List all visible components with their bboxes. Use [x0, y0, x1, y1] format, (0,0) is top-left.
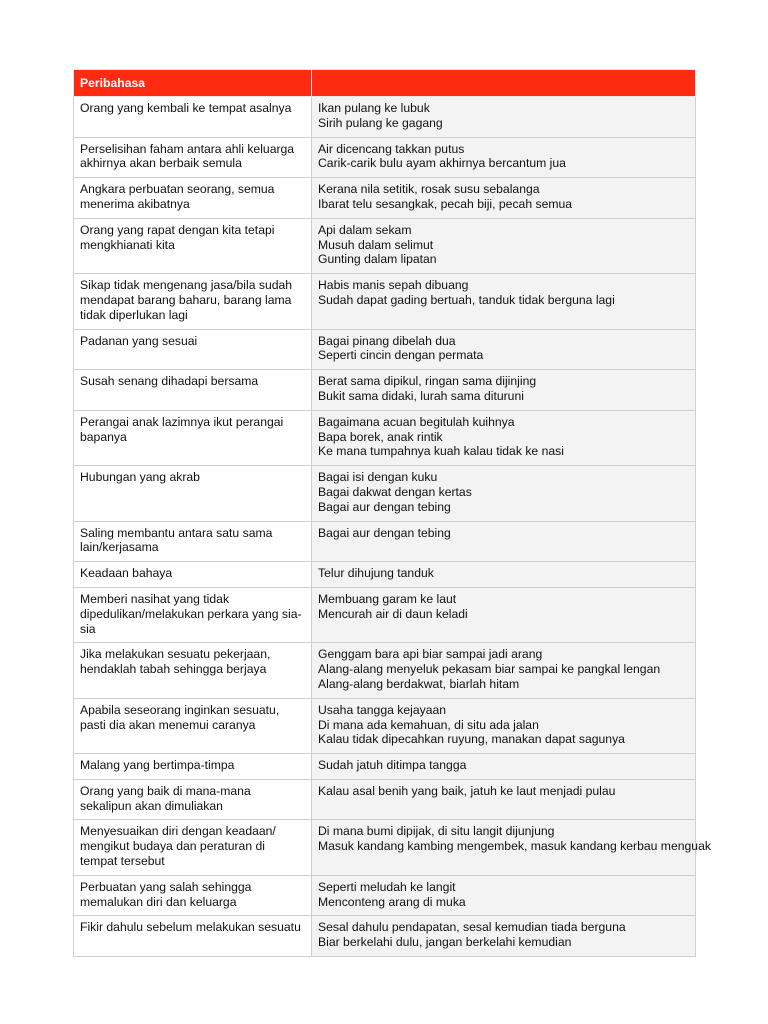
table-row	[74, 820, 696, 875]
meaning-cell: Fikir dahulu sebelum melakukan sesuatu	[74, 916, 312, 957]
peribahasa-cell	[312, 329, 696, 370]
peribahasa-cell	[312, 779, 696, 820]
table-row	[74, 178, 696, 219]
peribahasa-line: Membuang garam ke laut	[318, 591, 457, 606]
peribahasa-line: Usaha tangga kejayaan	[318, 702, 447, 717]
peribahasa-cell	[312, 410, 696, 465]
peribahasa-cell	[312, 466, 696, 521]
peribahasa-line: Habis manis sepah dibuang	[318, 278, 469, 293]
table-row	[74, 779, 696, 820]
meaning-cell: Angkara perbuatan seorang, semua menerima akibatnya	[74, 178, 312, 219]
peribahasa-line: Seperti cincin dengan permata	[318, 348, 484, 363]
meaning-cell: Sikap tidak mengenang jasa/bila sudah mendapat barang baharu, barang lama tidak diperlukan lagi	[74, 274, 312, 329]
peribahasa-cell	[312, 820, 711, 875]
peribahasa-cell	[312, 97, 696, 138]
peribahasa-line: Sirih pulang ke gagang	[318, 115, 443, 130]
peribahasa-line: Musuh dalam selimut	[318, 237, 434, 252]
table-row	[74, 137, 696, 178]
peribahasa-line: Menconteng arang di muka	[318, 894, 466, 909]
peribahasa-line: Bagaimana acuan begitulah kuihnya	[318, 414, 515, 429]
table-body	[74, 97, 711, 957]
peribahasa-line: Sesal dahulu pendapatan, sesal kemudian tiada berguna	[318, 920, 626, 935]
peribahasa-line: Seperti meludah ke langit	[318, 879, 456, 894]
peribahasa-line: Masuk kandang kambing mengembek, masuk kandang kerbau menguak	[318, 839, 711, 854]
meaning-cell: Apabila seseorang inginkan sesuatu, pasti dia akan menemui caranya	[74, 698, 312, 753]
meaning-cell: Perangai anak lazimnya ikut perangai bapanya	[74, 410, 312, 465]
meaning-cell: Perselisihan faham antara ahli keluarga akhirnya akan berbaik semula	[74, 137, 312, 178]
peribahasa-line: Ikan pulang ke lubuk	[318, 101, 430, 115]
peribahasa-cell	[312, 178, 696, 219]
table-row	[74, 587, 696, 642]
peribahasa-line: Kalau tidak dipecahkan ruyung, manakan dapat sagunya	[318, 732, 625, 747]
table-row	[74, 370, 696, 411]
meaning-cell: Menyesuaikan diri dengan keadaan/ mengikut budaya dan peraturan di tempat tersebut	[74, 820, 312, 875]
peribahasa-cell	[312, 754, 696, 780]
peribahasa-line: Carik-carik bulu ayam akhirnya bercantum jua	[318, 156, 566, 171]
peribahasa-cell	[312, 370, 696, 411]
peribahasa-line: Alang-alang menyeluk pekasam biar sampai ke pangkal lengan	[318, 662, 661, 677]
peribahasa-line: Ibarat telu sesangkak, pecah biji, pecah semua	[318, 196, 573, 211]
peribahasa-cell	[312, 274, 696, 329]
peribahasa-line: Genggam bara api biar sampai jadi arang	[318, 647, 543, 662]
table-row	[74, 698, 696, 753]
table-row	[74, 875, 696, 916]
table-row	[74, 97, 696, 138]
peribahasa-line: Air dicencang takkan putus	[318, 141, 465, 156]
table-row	[74, 754, 696, 780]
table-row	[74, 218, 696, 273]
peribahasa-line: Alang-alang berdakwat, biarlah hitam	[318, 676, 520, 691]
table-row	[74, 643, 696, 698]
peribahasa-line: Api dalam sekam	[318, 222, 412, 237]
peribahasa-cell	[312, 875, 696, 916]
peribahasa-line: Sudah jatuh ditimpa tangga	[318, 758, 467, 773]
meaning-cell: Saling membantu antara satu sama lain/kerjasama	[74, 521, 312, 562]
peribahasa-cell	[312, 643, 696, 698]
meaning-cell: Orang yang baik di mana-mana sekalipun akan dimuliakan	[74, 779, 312, 820]
peribahasa-line: Biar berkelahi dulu, jangan berkelahi kemudian	[318, 935, 572, 950]
peribahasa-cell	[312, 698, 696, 753]
table-row	[74, 916, 696, 957]
meaning-cell: Perbuatan yang salah sehingga memalukan diri dan keluarga	[74, 875, 312, 916]
meaning-cell: Jika melakukan sesuatu pekerjaan, hendaklah tabah sehingga berjaya	[74, 643, 312, 698]
peribahasa-line: Berat sama dipikul, ringan sama dijinjing	[318, 374, 537, 389]
header-cell-title: Peribahasa	[74, 70, 312, 97]
peribahasa-line: Di mana bumi dipijak, di situ langit dijunjung	[318, 824, 555, 839]
meaning-cell: Orang yang rapat dengan kita tetapi mengkhianati kita	[74, 218, 312, 273]
meaning-cell: Orang yang kembali ke tempat asalnya	[74, 97, 312, 138]
header-cell-empty	[312, 70, 696, 97]
peribahasa-cell	[312, 521, 696, 562]
table-row	[74, 466, 696, 521]
meaning-cell: Padanan yang sesuai	[74, 329, 312, 370]
peribahasa-line: Bagai isi dengan kuku	[318, 470, 438, 485]
peribahasa-line: Bagai aur dengan tebing	[318, 525, 451, 540]
peribahasa-line: Bagai pinang dibelah dua	[318, 333, 456, 348]
peribahasa-line: Sudah dapat gading bertuah, tanduk tidak berguna lagi	[318, 292, 615, 307]
table-row	[74, 410, 696, 465]
peribahasa-line: Telur dihujung tanduk	[318, 566, 434, 581]
table-row	[74, 329, 696, 370]
meaning-cell: Hubungan yang akrab	[74, 466, 312, 521]
table-row	[74, 562, 696, 588]
peribahasa-cell	[312, 916, 696, 957]
meaning-cell: Malang yang bertimpa-timpa	[74, 754, 312, 780]
meaning-cell: Memberi nasihat yang tidak dipedulikan/melakukan perkara yang sia-sia	[74, 587, 312, 642]
peribahasa-line: Bapa borek, anak rintik	[318, 429, 443, 444]
peribahasa-line: Kalau asal benih yang baik, jatuh ke laut menjadi pulau	[318, 783, 616, 798]
table-row	[74, 274, 696, 329]
peribahasa-line: Di mana ada kemahuan, di situ ada jalan	[318, 717, 539, 732]
meaning-cell: Susah senang dihadapi bersama	[74, 370, 312, 411]
peribahasa-line: Kerana nila setitik, rosak susu sebalanga	[318, 182, 540, 197]
peribahasa-line: Gunting dalam lipatan	[318, 252, 437, 267]
table-header	[74, 70, 696, 97]
peribahasa-cell	[312, 587, 696, 642]
peribahasa-line: Bukit sama didaki, lurah sama dituruni	[318, 388, 524, 403]
peribahasa-line: Ke mana tumpahnya kuah kalau tidak ke nasi	[318, 444, 564, 459]
peribahasa-table	[73, 69, 711, 957]
header-row	[74, 70, 696, 97]
table-row	[74, 521, 696, 562]
peribahasa-cell	[312, 562, 696, 588]
peribahasa-cell	[312, 218, 696, 273]
peribahasa-line: Bagai dakwat dengan kertas	[318, 484, 472, 499]
peribahasa-cell	[312, 137, 696, 178]
peribahasa-line: Bagai aur dengan tebing	[318, 499, 451, 514]
meaning-cell: Keadaan bahaya	[74, 562, 312, 588]
peribahasa-line: Mencurah air di daun keladi	[318, 606, 468, 621]
